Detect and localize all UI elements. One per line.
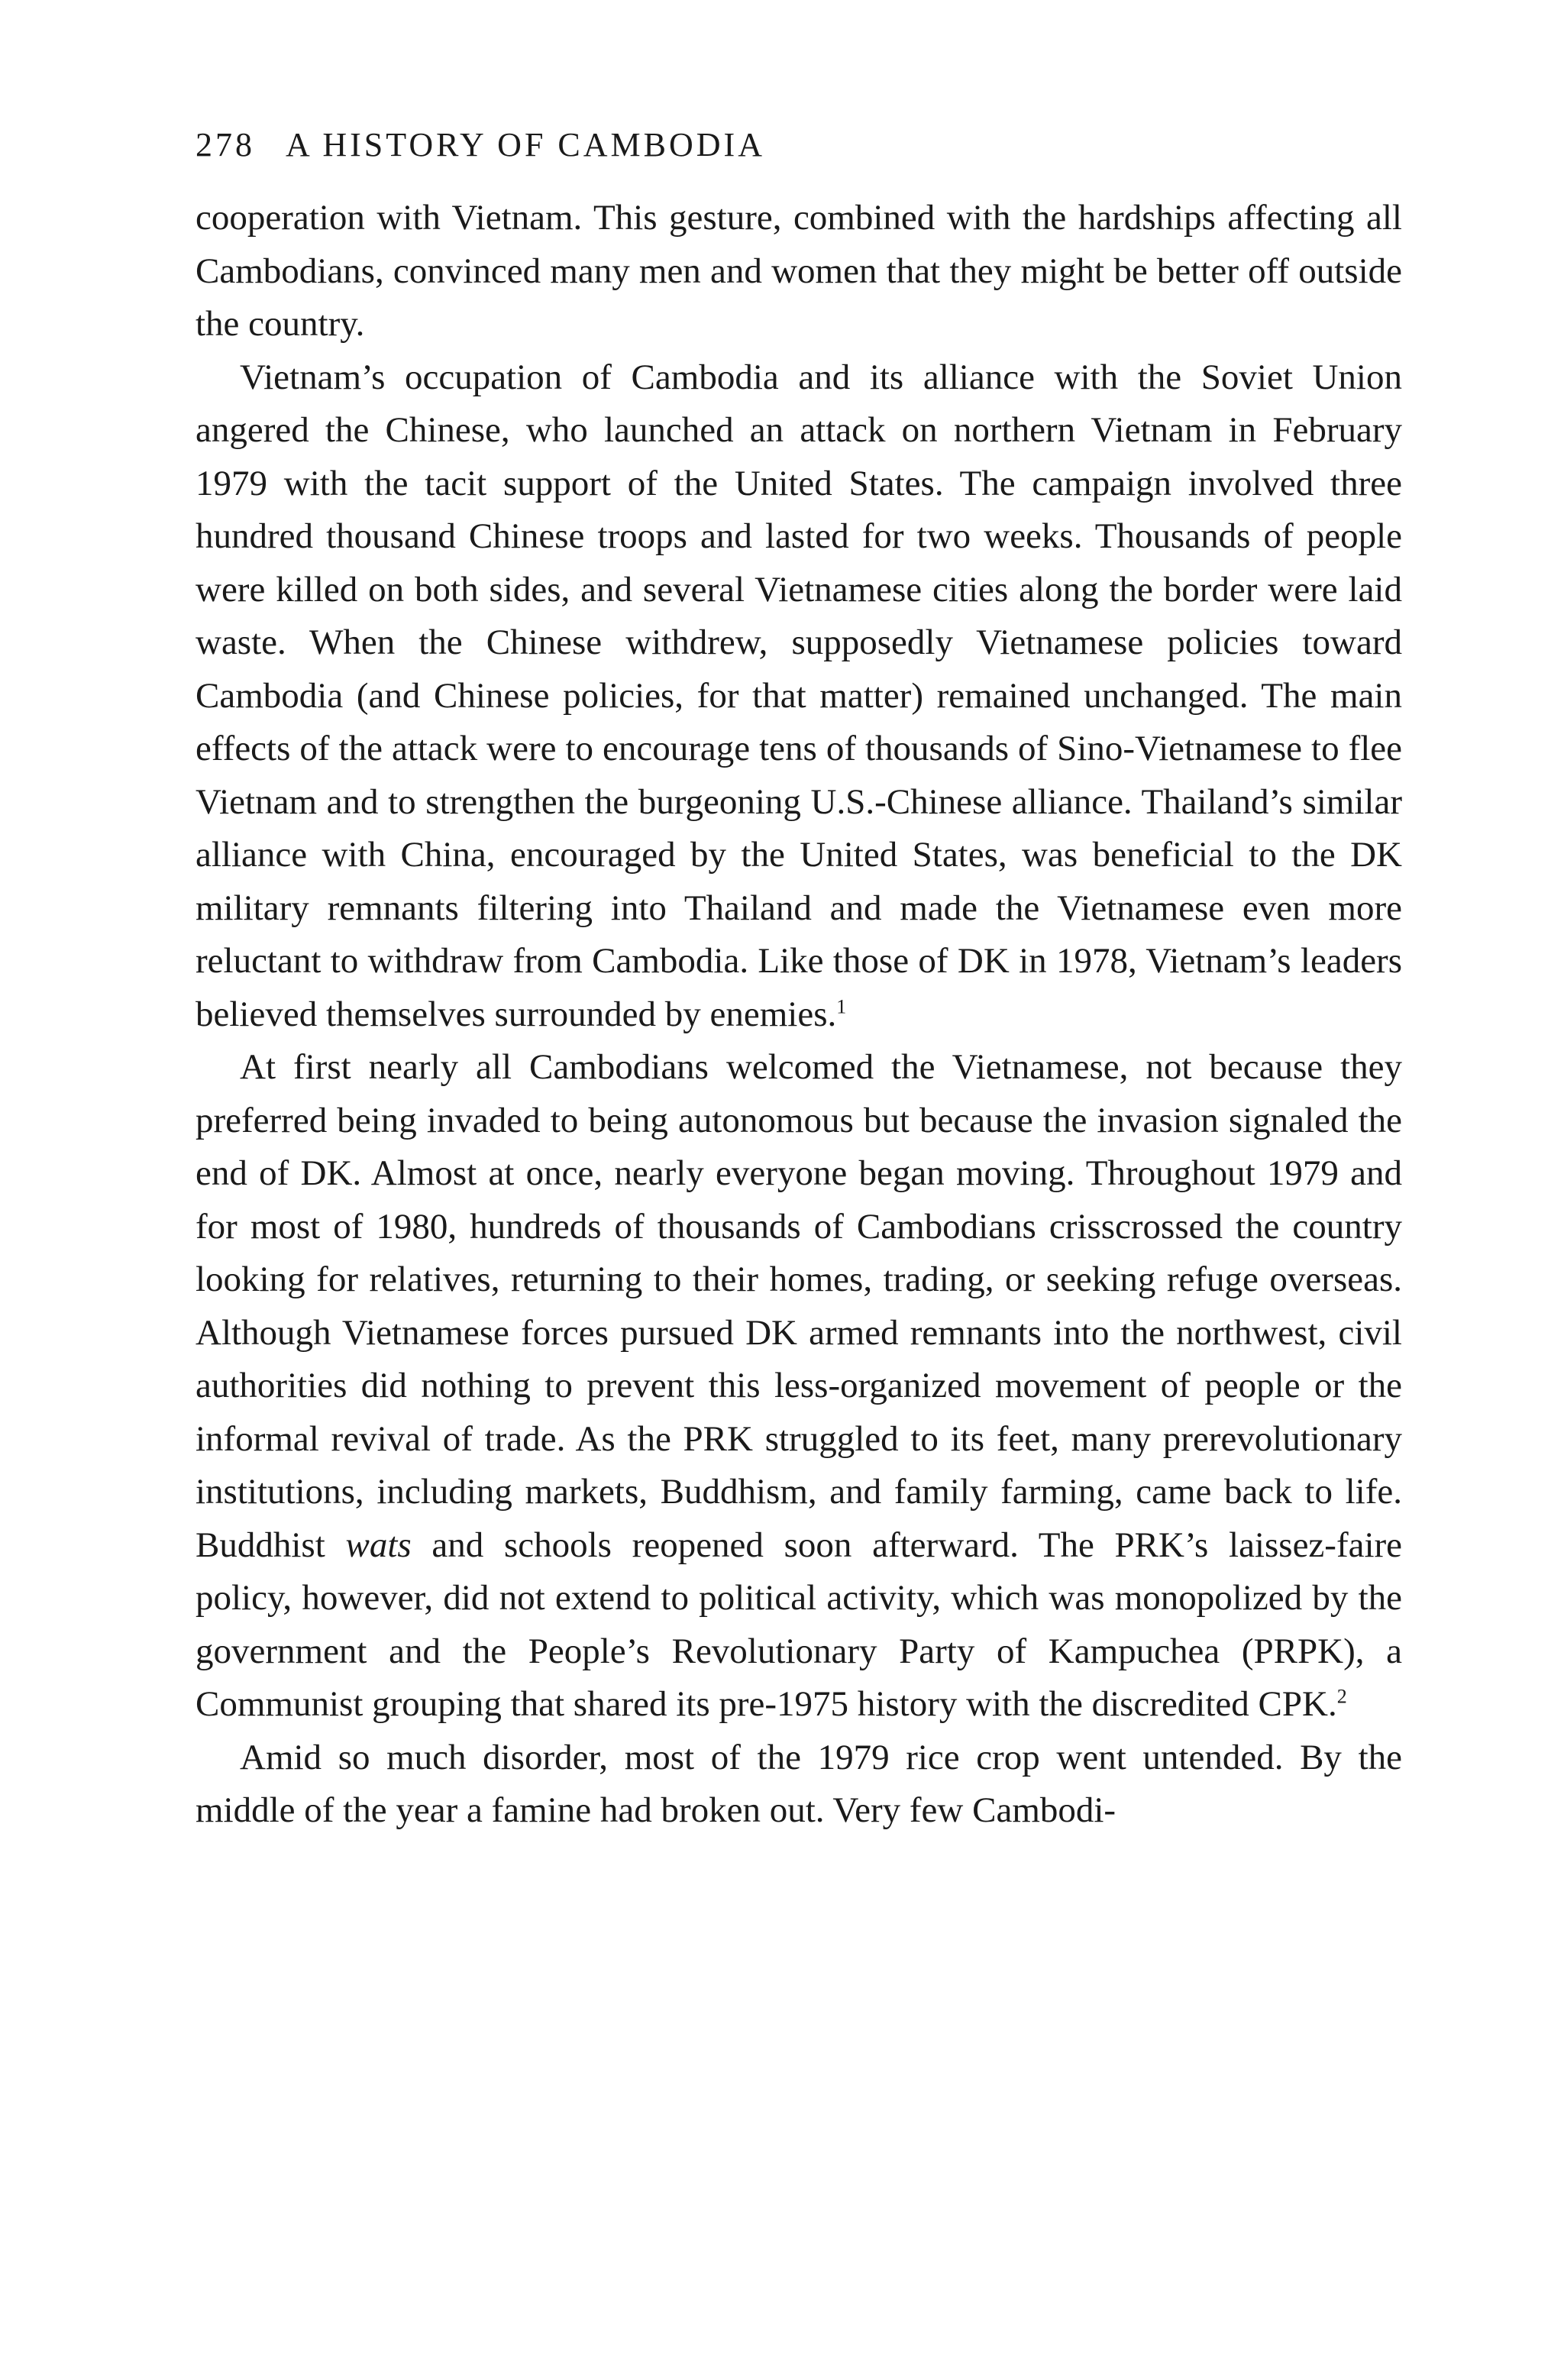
paragraph-4 (196, 1732, 1402, 1838)
footnote-marker-1[interactable]: 1 (836, 994, 847, 1017)
paragraph-2-text: Vietnam’s occupation of Cambodia and its alliance with the Soviet Union angered the Chinese, who launched an attack on northern Vietnam in February 1979 with the tacit support of the United States. The campaign involved three hundred thousand Chinese troops and lasted for two weeks. Thousands of people were killed on both sides, and several Vietnamese cities along the border were laid waste. When the Chinese withdrew, supposedly Vietnamese policies toward Cambodia (and Chinese policies, for that matter) remained unchanged. The main effects of the attack were to encourage tens of thousands of Sino-Vietnamese to flee Vietnam and to strengthen the burgeoning U.S.-Chinese alliance. Thailand’s similar alliance with China, encouraged by the United States, was beneficial to the DK military remnants filtering into Thailand and made the Vietnamese even more reluctant to withdraw from Cambodia. Like those of DK in 1978, Vietnam’s leaders believed themselves surrounded by enemies. (196, 357, 1402, 1034)
paragraph-3-italic-term: wats (345, 1525, 412, 1565)
footnote-marker-2[interactable]: 2 (1336, 1685, 1347, 1708)
paragraph-2 (196, 351, 1402, 1042)
book-page (196, 125, 1402, 1838)
paragraph-1 (196, 192, 1402, 351)
page-number: 278 (196, 126, 255, 163)
body-text (196, 192, 1402, 1838)
paragraph-3 (196, 1041, 1402, 1732)
paragraph-1-text: cooperation with Vietnam. This gesture, combined with the hardships affecting all Cambodians, convinced many men and women that they might be better off outside the country. (196, 198, 1402, 344)
paragraph-4-text: Amid so much disorder, most of the 1979 rice crop went untended. By the middle of the year a famine had broken out. Very few Cambodi- (196, 1737, 1402, 1830)
paragraph-3-text-after: and schools reopened soon afterward. The PRK’s laissez-faire policy, however, did not extend to political activity, which was monopolized by the government and the People’s Revolutionary Party of Kampuchea (PRPK), a Communist grouping that shared its pre-1975 history with the discredited CPK. (196, 1525, 1403, 1724)
paragraph-3-text-before: At first nearly all Cambodians welcomed the Vietnamese, not because they preferred being invaded to being autonomous but because the invasion signaled the end of DK. Almost at once, nearly everyone began moving. Throughout 1979 and for most of 1980, hundreds of thousands of Cambodians crisscrossed the country looking for relatives, returning to their homes, trading, or seeking refuge overseas. Although Vietnamese forces pursued DK armed remnants into the northwest, civil authorities did nothing to prevent this less-organized movement of people or the informal revival of trade. As the PRK struggled to its feet, many prerevolutionary institutions, including markets, Buddhism, and family farming, came back to life. Buddhist (196, 1047, 1402, 1565)
running-head (196, 125, 1402, 164)
running-title: A HISTORY OF CAMBODIA (286, 126, 765, 163)
